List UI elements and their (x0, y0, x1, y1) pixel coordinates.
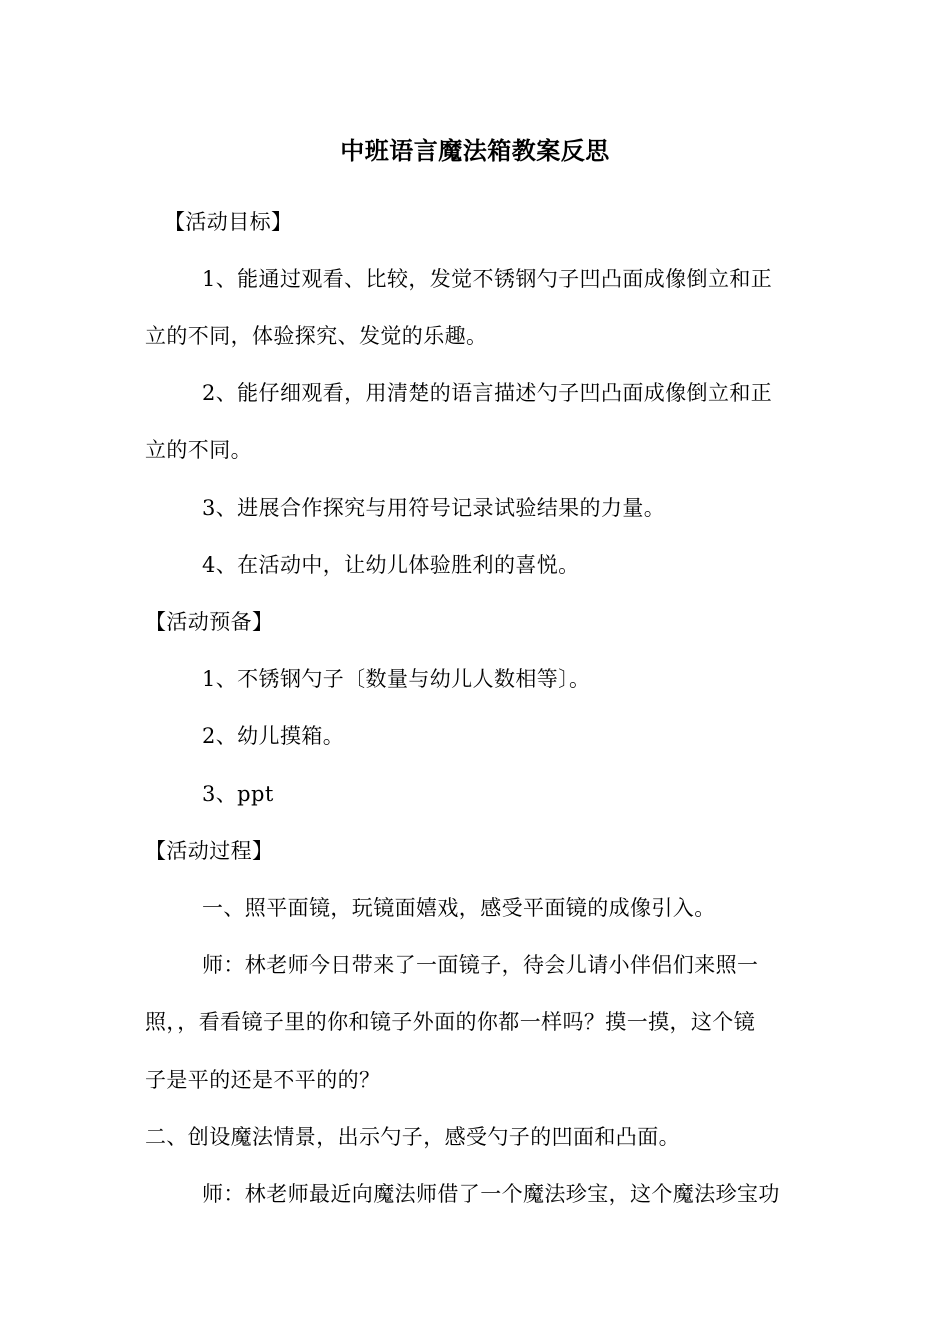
paragraph-line: 3、进展合作探究与用符号记录试验结果的力量。 (202, 496, 666, 520)
paragraph-line: 二、创设魔法情景，出示勺子，感受勺子的凹面和凸面。 (145, 1125, 680, 1149)
paragraph-line: 立的不同。 (145, 438, 252, 462)
paragraph-line: 1、不锈钢勺子〔数量与幼儿人数相等〕。 (202, 667, 591, 691)
paragraph-line: 子是平的还是不平的的？ (145, 1068, 381, 1092)
paragraph-line: 4、在活动中，让幼儿体验胜利的喜悦。 (202, 553, 580, 577)
document-title: 中班语言魔法箱教案反思 (340, 136, 610, 165)
paragraph-line: 2、幼儿摸箱。 (202, 724, 345, 748)
paragraph-line: 一、照平面镜，玩镜面嬉戏，感受平面镜的成像引入。 (202, 896, 716, 920)
paragraph-line: 师：林老师今日带来了一面镜子，待会儿请小伴侣们来照一 (202, 953, 759, 977)
section-heading-process: 【活动过程】 (145, 839, 274, 863)
section-heading-objectives: 【活动目标】 (164, 210, 293, 234)
paragraph-line: 师：林老师最近向魔法师借了一个魔法珍宝，这个魔法珍宝功 (202, 1182, 780, 1206)
paragraph-line: 1、能通过观看、比较，发觉不锈钢勺子凹凸面成像倒立和正 (202, 267, 773, 291)
paragraph-line: 2、能仔细观看，用清楚的语言描述勺子凹凸面成像倒立和正 (202, 381, 773, 405)
paragraph-line: 立的不同，体验探究、发觉的乐趣。 (145, 324, 488, 348)
paragraph-line: 3、ppt (202, 782, 274, 806)
paragraph-line: 照，，看看镜子里的你和镜子外面的你都一样吗？摸一摸，这个镜 (145, 1010, 756, 1034)
section-heading-preparation: 【活动预备】 (145, 610, 274, 634)
